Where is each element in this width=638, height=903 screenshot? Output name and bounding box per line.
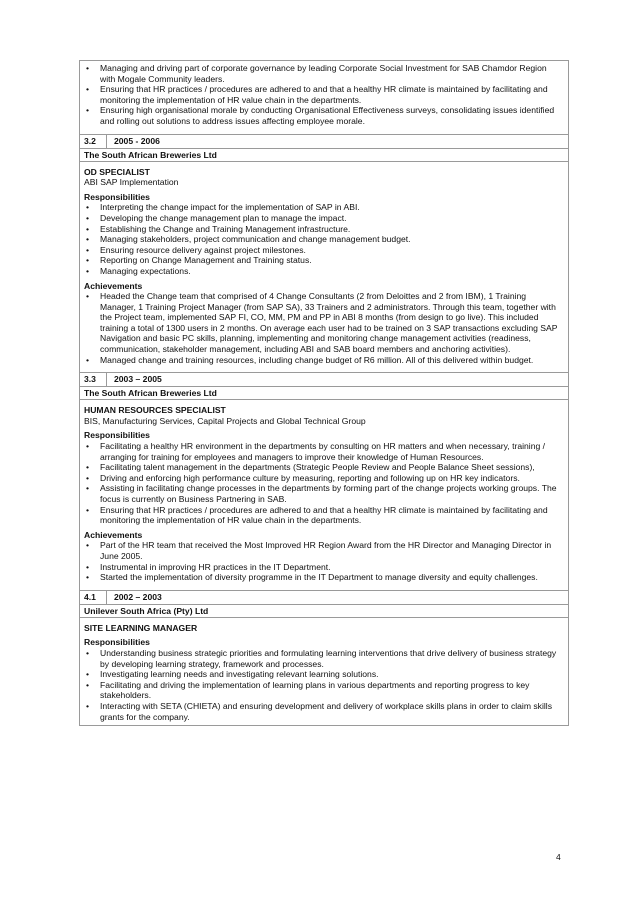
responsibilities-heading: Responsibilities (84, 637, 150, 648)
department: ABI SAP Implementation (84, 177, 179, 188)
job-section-3-3 (79, 373, 569, 591)
section-number: 3.3 (80, 373, 107, 386)
job-section-4-1 (79, 591, 569, 726)
section-years: 2003 – 2005 (114, 374, 162, 385)
section-number: 4.1 (80, 591, 107, 604)
responsibilities-list (84, 441, 564, 526)
section-header (80, 591, 568, 605)
list-item: • Instrumental in improving HR practices in the IT Department. (84, 562, 564, 573)
section-body (80, 618, 568, 725)
list-item: • Understanding business strategic priorities and formulating learning interventions that drive delivery of business strategy by developing learning strategy, framework and processes. (84, 648, 564, 669)
list-item: • Reporting on Change Management and Training status. (84, 255, 564, 266)
job-title: HUMAN RESOURCES SPECIALIST (84, 405, 226, 416)
list-item: • Interpreting the change impact for the implementation of SAP in ABI. (84, 202, 564, 213)
section-header (80, 135, 568, 149)
job-section-3-2 (79, 135, 569, 374)
responsibilities-list (84, 202, 564, 276)
achievements-heading: Achievements (84, 529, 143, 540)
list-item: • Ensuring high organisational morale by conducting Organisational Effectiveness surveys, consolidating issues identified and rolling out solutions to address issues affecting employee morale. (84, 105, 564, 126)
responsibilities-heading: Responsibilities (84, 191, 150, 202)
list-item: • Ensuring that HR practices / procedures are adhered to and that a healthy HR climate is maintained by facilitating and monitoring the implementation of HR value chain in the departments. (84, 505, 564, 526)
achievements-heading: Achievements (84, 280, 143, 291)
section-body (80, 400, 568, 590)
company-name: The South African Breweries Ltd (80, 387, 568, 400)
list-item: • Establishing the Change and Training Management infrastructure. (84, 224, 564, 235)
page-number: 4 (556, 852, 561, 862)
job-title: OD SPECIALIST (84, 166, 150, 177)
list-item: • Facilitating talent management in the departments (Strategic People Review and People Balance Sheet sessions), (84, 462, 564, 473)
department: BIS, Manufacturing Services, Capital Projects and Global Technical Group (84, 415, 366, 426)
list-item: • Developing the change management plan to manage the impact. (84, 213, 564, 224)
company-name: The South African Breweries Ltd (80, 149, 568, 162)
list-item: • Managed change and training resources, including change budget of R6 million. All of this delivered within budget. (84, 355, 564, 366)
continued-bullet-list (84, 63, 564, 127)
section-header (80, 373, 568, 387)
list-item: • Ensuring that HR practices / procedures are adhered to and that a healthy HR climate is maintained by facilitating and monitoring the implementation of HR value chain in the departments. (84, 84, 564, 105)
section-years: 2002 – 2003 (114, 591, 162, 602)
list-item: • Facilitating and driving the implementation of learning plans in various departments and reporting progress to key stakeholders. (84, 680, 564, 701)
list-item: • Managing expectations. (84, 266, 564, 277)
achievements-list (84, 540, 564, 582)
section-years: 2005 - 2006 (114, 135, 160, 146)
list-item: • Facilitating a healthy HR environment in the departments by consulting on HR matters and when necessary, training / arranging for training for employees and managers to improve their knowledge of Human Resources. (84, 441, 564, 462)
list-item: • Driving and enforcing high performance culture by measuring, reporting and following up on HR key indicators. (84, 473, 564, 484)
list-item: • Managing stakeholders, project communication and change management budget. (84, 234, 564, 245)
section-number: 3.2 (80, 135, 107, 148)
responsibilities-list (84, 648, 564, 722)
list-item: • Managing and driving part of corporate governance by leading Corporate Social Investment for SAB Chamdor Region with Mogale Community leaders. (84, 63, 564, 84)
responsibilities-heading: Responsibilities (84, 430, 150, 441)
achievements-list (84, 291, 564, 365)
section-body (80, 162, 568, 373)
list-item: • Ensuring resource delivery against project milestones. (84, 245, 564, 256)
cv-page (79, 60, 569, 726)
list-item: • Interacting with SETA (CHIETA) and ensuring development and delivery of workplace skills plans in order to claim skills grants for the company. (84, 701, 564, 722)
job-title: SITE LEARNING MANAGER (84, 622, 198, 633)
list-item: • Started the implementation of diversity programme in the IT Department to manage diversity and equity challenges. (84, 572, 564, 583)
list-item: • Investigating learning needs and investigating relevant learning solutions. (84, 669, 564, 680)
company-name: Unilever South Africa (Pty) Ltd (80, 605, 568, 618)
continued-bullets-box (79, 60, 569, 135)
list-item: • Headed the Change team that comprised of 4 Change Consultants (2 from Deloittes and 2 from IBM), 1 Training Manager, 1 Training Project Manager (from SAP SA), 33 Trainers and 2 administrators. Through this team, together with the Project team, implemented SAP FI, CO, MM, PM and PP in ABI 8 months (from design to go live). This included training a total of 1300 users in 2 months. On average each user had to be trained on 3 SAP transactions excluding SAP Navigation and basic PC skills, planning, implementing and monitoring change management activities (readiness, communication, stakeholder management, including ABI and SAB board members and anchoring activities). (84, 291, 564, 355)
list-item: • Assisting in facilitating change processes in the departments by forming part of the change projects working groups. The focus is currently on Business Partnering in SAB. (84, 483, 564, 504)
list-item: • Part of the HR team that received the Most Improved HR Region Award from the HR Director and Managing Director in June 2005. (84, 540, 564, 561)
